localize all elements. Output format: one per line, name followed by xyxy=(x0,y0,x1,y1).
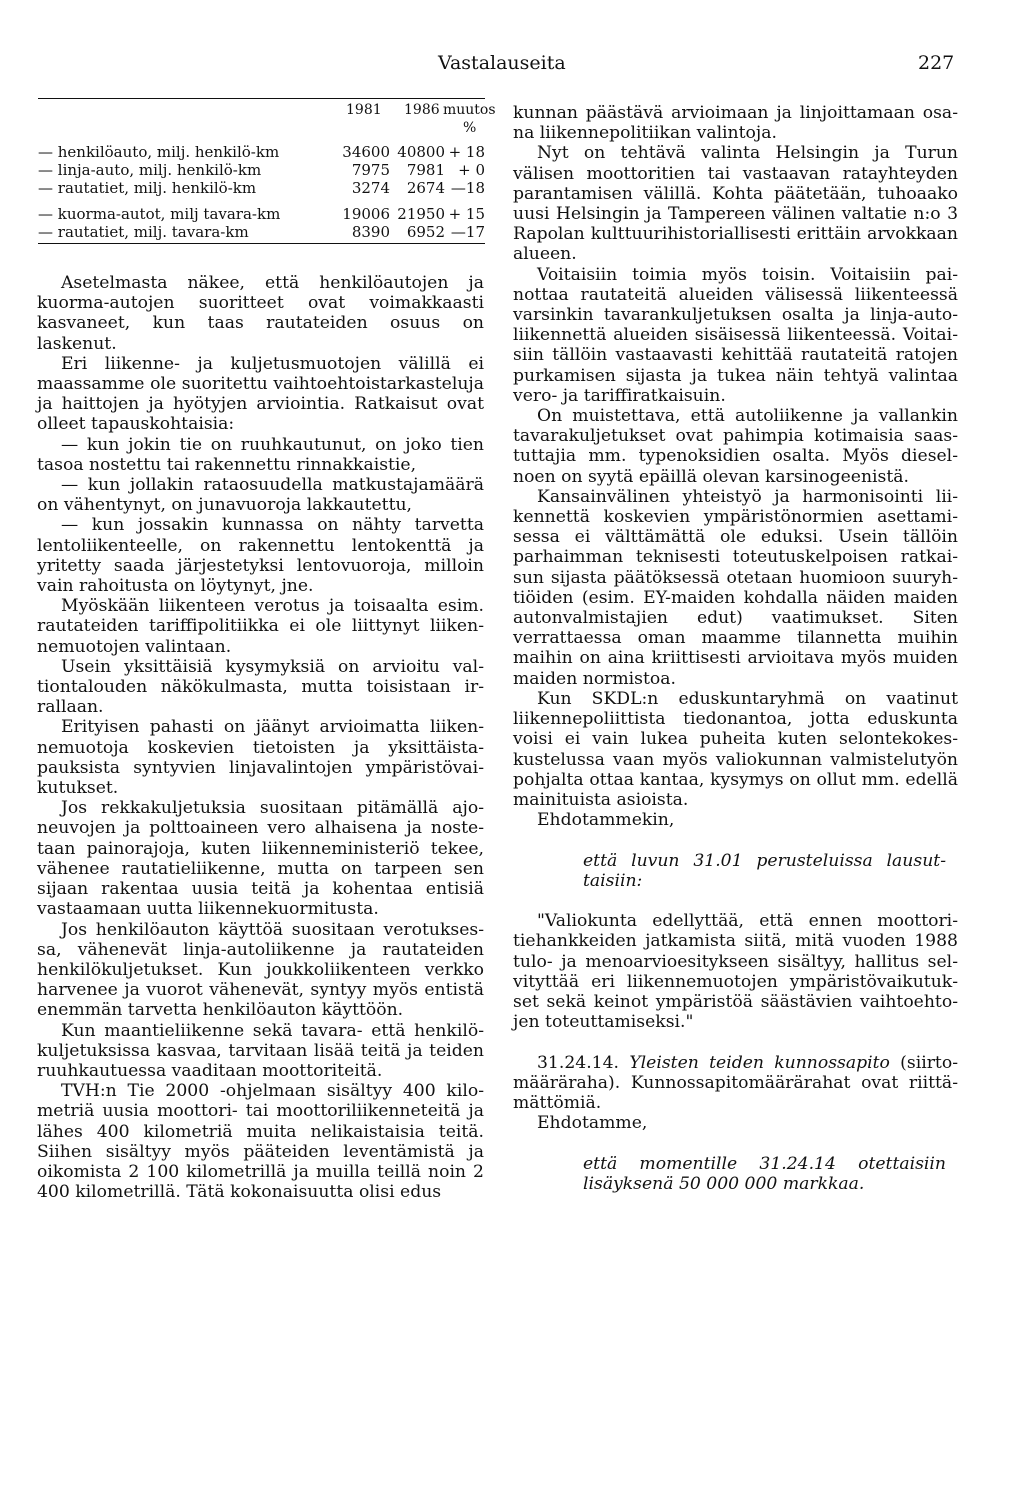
paragraph: Kun SKDL:n eduskuntaryhmä on vaatinut liikennepoliittista tiedonantoa, jotta eduskunta voisi ei vain lukea puheita kuten selontekokeskustelussa vaan myös valiokunnan valmistelutyön pohjalta ottaa kantaa, kysymys on ollut mm. edellä mainituista asioista. xyxy=(513,688,958,810)
paragraph: Kun maantieliikenne sekä tavara- että henkilökuljetuksissa kasvaa, tarvitaan lisää teitä ja teiden ruuhkautuessa vaaditaan moottoriteitä. xyxy=(37,1020,484,1081)
paragraph: Ehdotammekin, xyxy=(537,810,675,831)
row-value-1986: 7981 xyxy=(406,161,445,179)
quoted-proposal: "Valiokunta edellyttää, että ennen moottoritiehankkeiden jatkamista siitä, mitä vuoden 1988 tulo- ja menoarvioesitykseen sisältyy, hallitus selvityttää eri liikennemuotojen ympäristövaikutukset sekä keinot ympäristöä säästävien vaihtoehtojen toteuttamiseksi." xyxy=(513,911,958,1033)
budget-item-paragraph xyxy=(513,1053,958,1114)
row-label: — kuorma-autot, milj tavara-km xyxy=(38,205,281,223)
proposal-italic: että momentille 31.24.14 otettaisiin lisäyksenä 50 000 000 markkaa. xyxy=(583,1153,946,1194)
paragraph: Eri liikenne- ja kuljetusmuotojen välillä ei maassamme ole suoritettu vaihtoehtoistarkasteluja ja haittojen ja hyötyjen arviointia. Ratkaisut ovat olleet tapauskohtaisia: xyxy=(37,353,484,435)
paragraph: Ehdotamme, xyxy=(537,1113,648,1134)
paragraph: On muistettava, että autoliikenne ja vallankin tavarakuljetukset ovat pahimpia kotimaisia saastuttajia mm. typenoksidien osalta. Myös dieselnoen on syytä epäillä olevan karsinogeenistä. xyxy=(513,406,958,487)
table-row xyxy=(38,180,485,198)
table-row xyxy=(38,162,485,180)
row-value-change: + 0 xyxy=(458,161,485,179)
row-value-1981: 8390 xyxy=(351,223,390,241)
row-label: — rautatiet, milj. tavara-km xyxy=(38,223,249,241)
table-header-1986: 1986 xyxy=(404,102,440,118)
table-bottom-rule xyxy=(38,243,485,244)
page-number: 227 xyxy=(918,52,955,74)
paragraph: kunnan päästävä arvioimaan ja linjoittamaan osana liikennepolitiikan valintoja. xyxy=(513,103,958,144)
list-item: — kun jossakin kunnassa on nähty tarvetta lentoliikenteelle, on rakennettu lentokenttä ja yritetty saada järjestetyksi lentovuoroja, milloin vain rahoitusta on löytynyt, jne. xyxy=(37,515,484,597)
paragraph: Erityisen pahasti on jäänyt arvioimatta liikennemuotoja koskevien tietoisten ja yksittäistapauksista syntyvien linjavalintojen ympäristövaikutukset. xyxy=(37,717,484,799)
row-value-1986: 6952 xyxy=(406,223,445,241)
row-value-1981: 3274 xyxy=(351,179,390,197)
budget-item-text: (siirtomääräraha). Kunnossapitomäärärahat ovat riittämättömiä. xyxy=(513,1052,958,1113)
row-value-1981: 34600 xyxy=(342,143,390,161)
row-label: — henkilöauto, milj. henkilö-km xyxy=(38,143,280,161)
running-header-title: Vastalauseita xyxy=(438,52,566,74)
paragraph: Asetelmasta näkee, että henkilöautojen ja kuorma-autojen suoritteet ovat voimakkaasti kasvaneet, kun taas rautateiden osuus on laskenut. xyxy=(37,273,484,354)
table-row xyxy=(38,224,485,242)
row-value-1986: 21950 xyxy=(397,205,445,223)
proposal-italic: että luvun 31.01 perusteluissa lausuttaisiin: xyxy=(583,850,946,891)
paragraph: Jos rekkakuljetuksia suositaan pitämällä ajoneuvojen ja polttoaineen vero alhaisena ja nostetaan painorajoja, kuten liikenneministeriö tekee, vähenee rautatieliikenne, mutta on tarpeen sen sijaan rakentaa uusia teitä ja kohentaa entisiä vastaamaan uutta liikennekuormitusta. xyxy=(37,798,484,920)
row-value-1986: 40800 xyxy=(397,143,445,161)
table-top-rule xyxy=(38,98,485,99)
paragraph: Myöskään liikenteen verotus ja toisaalta esim. rautateiden tariffipolitiikka ei ole liittynyt liikennemuotojen valintaan. xyxy=(37,596,484,657)
row-value-1981: 19006 xyxy=(342,205,390,223)
table-row xyxy=(38,206,485,224)
list-item: — kun jollakin rataosuudella matkustajamäärä on vähentynyt, on junavuoroja lakkautettu, xyxy=(37,475,484,516)
budget-item-title: Yleisten teiden kunnossapito xyxy=(629,1052,890,1073)
paragraph: TVH:n Tie 2000 -ohjelmaan sisältyy 400 kilometriä uusia moottori- tai moottoriliikenneteitä ja lähes 400 kilometriä muita nelikaistaisia teitä. Siihen sisältyy myös pääteiden leventämistä ja oikomista 2 100 kilometrillä ja muilla teillä noin 2 400 kilometrillä. Tätä kokonaisuutta olisi edus xyxy=(37,1081,484,1203)
row-label: — linja-auto, milj. henkilö-km xyxy=(38,161,262,179)
row-value-change: + 15 xyxy=(448,205,485,223)
table-header-change: muutos xyxy=(443,102,496,118)
paragraph: Voitaisiin toimia myös toisin. Voitaisiin painottaa rautateitä alueiden välisessä liikenteessä varsinkin tavarankuljetuksen osalta ja linja-autoliikennettä alueiden sisäisessä liikenteessä. Voitaisiin tällöin vastaavasti kehittää rautateitä ratojen purkamisen sijasta ja tukea näin tehtyä valintaa vero- ja tariffiratkaisuin. xyxy=(513,264,958,406)
row-value-change: —17 xyxy=(450,223,485,241)
paragraph: Kansainvälinen yhteistyö ja harmonisointi liikennettä koskevien ympäristönormien asettamisessa ei välttämättä ole eduksi. Usein tällöin parhaimman teknisesti toteutuskelpoisen ratkaisun sijasta päätöksessä otetaan huomioon suuryhtiöiden (esim. EY-maiden kohdalla näiden maiden autonvalmistajien edut) vaatimukset. Siten verrattaessa oman maamme tilannetta muihin maihin on aina kriittisesti arvioitava myös muiden maiden normistoa. xyxy=(513,486,958,689)
list-item: — kun jokin tie on ruuhkautunut, on joko tien tasoa nostettu tai rakennettu rinnakkaistie, xyxy=(37,434,484,475)
row-value-change: + 18 xyxy=(448,143,485,161)
paragraph: Jos henkilöauton käyttöä suositaan verotuksessa, vähenevät linja-autoliikenne ja rautateiden henkilökuljetukset. Kun joukkoliikenteen verkko harvenee ja vuorot vähenevät, syntyy myös entistä enemmän tarvetta henkilöauton käyttöön. xyxy=(37,919,484,1021)
row-label: — rautatiet, milj. henkilö-km xyxy=(38,179,257,197)
table-header-percent: % xyxy=(463,120,477,136)
table-row xyxy=(38,144,485,162)
budget-item-number: 31.24.14. xyxy=(537,1052,620,1073)
left-text-column xyxy=(37,273,484,1202)
paragraph: Nyt on tehtävä valinta Helsingin ja Turun välisen moottoritien tai vastaavan ratayhteyden parantamisen välillä. Kohta päätetään, tuhoaako uusi Helsingin ja Tampereen välinen valtatie n:o 3 Rapolan kulttuurihistoriallisesti erittäin arvokkaan alueen. xyxy=(513,143,958,265)
paragraph: Usein yksittäisiä kysymyksiä on arvioitu valtiontalouden näkökulmasta, mutta toisistaan irrallaan. xyxy=(37,656,484,718)
right-text-column xyxy=(513,103,958,1194)
row-value-1986: 2674 xyxy=(406,179,445,197)
row-value-change: —18 xyxy=(450,179,485,197)
row-value-1981: 7975 xyxy=(351,161,390,179)
table-header-1981: 1981 xyxy=(346,102,382,118)
